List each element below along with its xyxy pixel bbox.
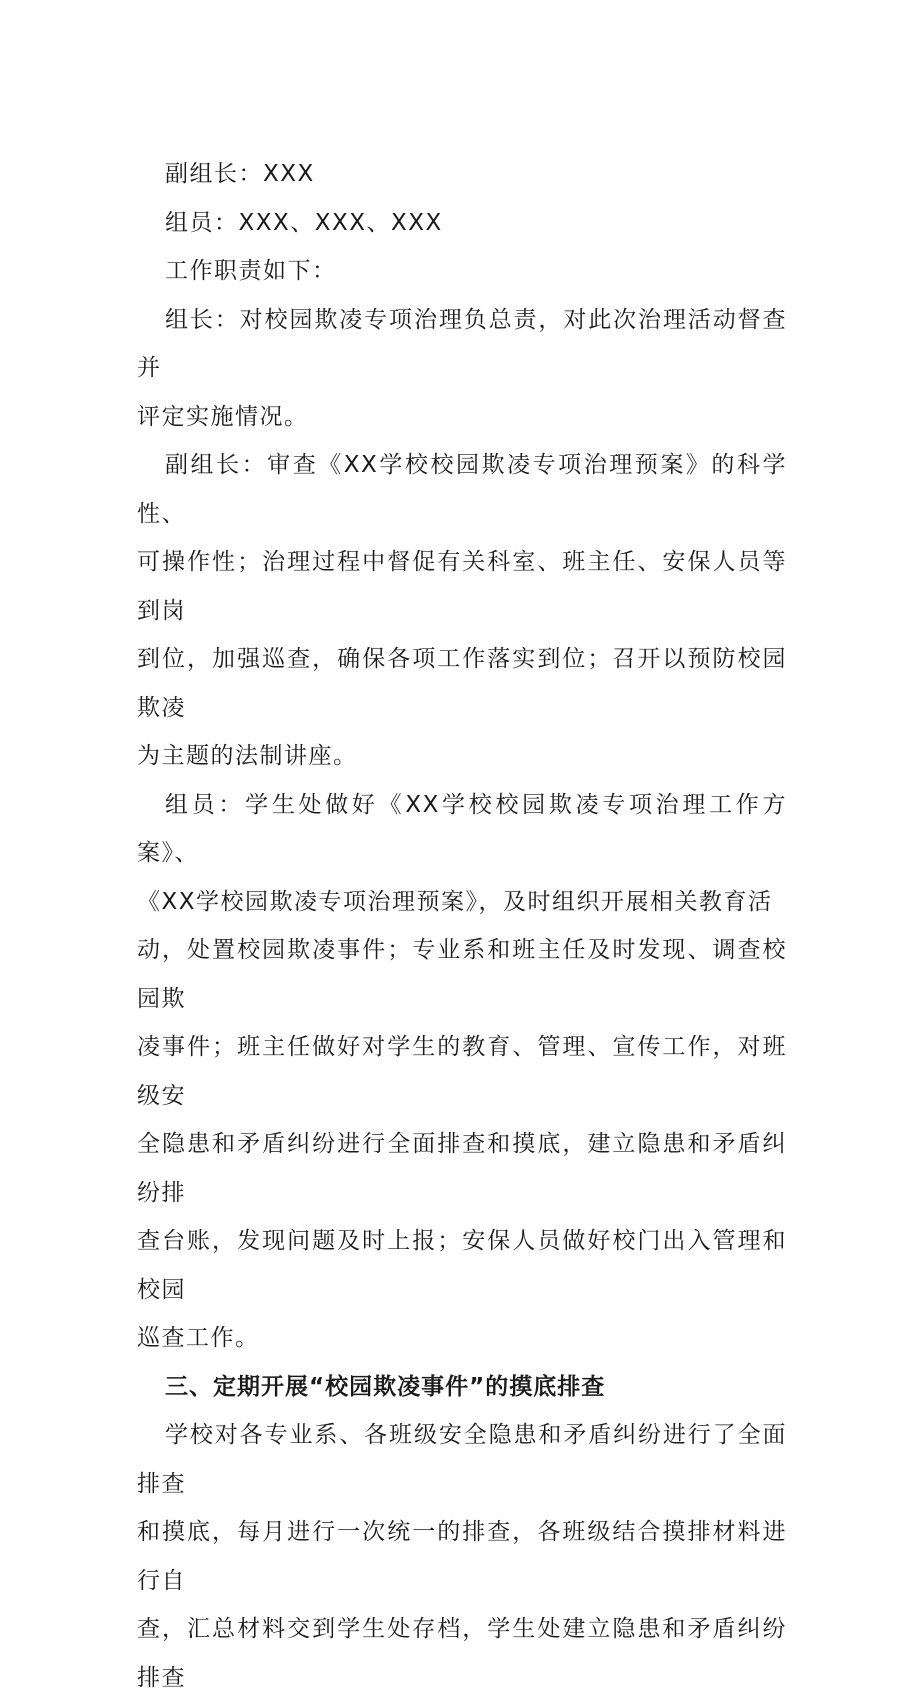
document-body bbox=[137, 150, 787, 1702]
deputy-leader-line: 副组长：XXX bbox=[165, 161, 315, 187]
section-body-paragraph: 学校对各专业系、各班级安全隐患和矛盾纠纷进行了全面排查 和摸底，每月进行一次统一的排查，各班级结合摸排材料进行自 查，汇总材料交到学生处存档，学生处建立隐患和矛盾纠纷排查 bbox=[137, 1422, 787, 1691]
members-duty-paragraph: 组员：学生处做好《XX学校校园欺凌专项治理工作方案》、 《XX学校园欺凌专项治理预案》，及时组织开展相关教育活 动，处置校园欺凌事件；专业系和班主任及时发现、调查校园欺 凌事件；班主任做好对学生的教育、管理、宣传工作，对班级安 全隐患和矛盾纠纷进行全面排查和摸底，建立隐患和矛盾纠纷排 查台账，发现问题及时上报；安保人员做好校门出入管理和校园 巡查工作。 bbox=[137, 791, 787, 1351]
deputy-leader-duty-paragraph: 副组长：审查《XX学校校园欺凌专项治理预案》的科学性、 可操作性；治理过程中督促有关科室、班主任、安保人员等到岗 到位，加强巡查，确保各项工作落实到位；召开以预防校园欺凌 为主题的法制讲座。 bbox=[137, 452, 787, 769]
section-heading: 三、定期开展“校园欺凌事件”的摸底排查 bbox=[165, 1373, 606, 1400]
leader-duty-paragraph: 组长：对校园欺凌专项治理负总责，对此次治理活动督查并 评定实施情况。 bbox=[137, 306, 787, 430]
members-line: 组员：XXX、XXX、XXX bbox=[165, 209, 443, 236]
duties-intro: 工作职责如下： bbox=[165, 258, 337, 284]
